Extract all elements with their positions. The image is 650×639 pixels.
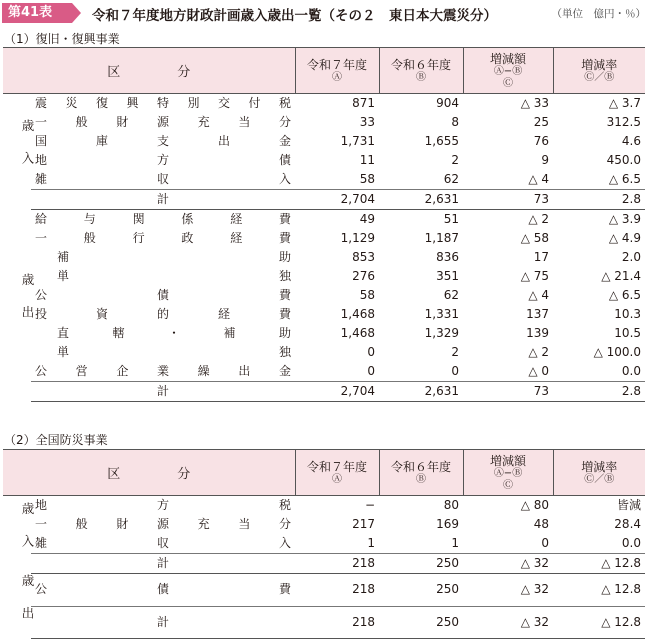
total-diff: △ 32: [463, 554, 553, 574]
value-r7: 1: [367, 536, 376, 550]
value-r6: 351: [436, 269, 460, 283]
total-label: 計: [31, 554, 295, 574]
total-r6: 2,631: [379, 382, 463, 402]
value-diff: △ 4: [528, 172, 550, 186]
category-text: 歳入: [20, 119, 35, 185]
item-name: 国庫支出金: [35, 134, 292, 148]
total-label: 計: [31, 190, 295, 210]
value-r6: 250: [436, 582, 460, 597]
value-rate: △ 6.5: [608, 172, 642, 186]
total-diff: 73: [463, 382, 553, 402]
title-bar: [0, 0, 650, 26]
value-diff: 48: [533, 517, 550, 531]
value-diff: △ 80: [520, 498, 550, 512]
item-name: 給与関係経費: [35, 212, 292, 226]
value-r6: 169: [436, 517, 460, 531]
value-r6: 1: [451, 536, 460, 550]
value-rate: 4.6: [621, 134, 642, 148]
value-r6: 1,655: [424, 134, 460, 148]
value-r7: 1,468: [340, 326, 376, 340]
total-rate: 2.8: [553, 190, 645, 210]
value-r6: 80: [443, 498, 460, 512]
value-r7: 33: [359, 115, 376, 129]
total-rate: 2.8: [553, 382, 645, 402]
value-r7: 0: [367, 364, 376, 378]
category-text: 歳出: [20, 573, 35, 639]
table-row: [3, 267, 645, 286]
total-r7: 218: [295, 606, 379, 639]
total-row: [3, 382, 645, 402]
header-kubun: 区 分: [3, 450, 295, 496]
item-name: 単独: [57, 345, 292, 359]
value-r6: 2: [451, 153, 460, 167]
item-name: 単独: [57, 269, 292, 283]
category-text: 歳出: [20, 273, 35, 338]
table-row: [3, 132, 645, 151]
value-diff: △ 75: [520, 269, 550, 283]
item-name: 公債費: [35, 582, 292, 597]
total-row: [3, 606, 645, 639]
value-r7: −: [364, 498, 376, 512]
value-rate: △ 4.9: [608, 231, 642, 245]
item-name: 雑収入: [35, 536, 292, 550]
total-r7: 218: [295, 554, 379, 574]
category-label: [3, 573, 35, 639]
value-r6: 1,187: [424, 231, 460, 245]
section1-table: [3, 47, 645, 402]
value-diff: △ 2: [528, 212, 550, 226]
total-label: 計: [31, 606, 295, 639]
value-rate: 0.0: [621, 536, 642, 550]
header-rate: 増減率 Ⓒ／Ⓑ: [553, 450, 645, 496]
table-row: [3, 362, 645, 382]
item-name: 地方債: [35, 153, 292, 167]
header-r7: 令和７年度 Ⓐ: [295, 48, 379, 94]
table-number-badge: 第41表: [2, 3, 72, 23]
header-diff: 増減額 Ⓐ−Ⓑ Ⓒ: [463, 450, 553, 496]
header-r7: 令和７年度 Ⓐ: [295, 450, 379, 496]
item-name: 公債費: [35, 288, 292, 302]
value-diff: 9: [541, 153, 550, 167]
table-title: 令和７年度地方財政計画歳入歳出一覧（その２ 東日本大震災分）: [92, 8, 497, 24]
table-row: [3, 286, 645, 305]
table-row: [3, 343, 645, 362]
value-r7: 276: [352, 269, 376, 283]
table-row: [3, 515, 645, 534]
value-diff: 139: [526, 326, 550, 340]
value-diff: △ 2: [528, 345, 550, 359]
value-r6: 0: [451, 364, 460, 378]
value-rate: 28.4: [614, 517, 642, 531]
badge-arrow-icon: [72, 3, 81, 23]
value-r6: 2: [451, 345, 460, 359]
value-rate: △ 100.0: [593, 345, 642, 359]
table-row: [3, 151, 645, 170]
value-r7: 49: [359, 212, 376, 226]
value-rate: 312.5: [606, 115, 642, 129]
total-r6: 250: [379, 554, 463, 574]
header-r6: 令和６年度 Ⓑ: [379, 450, 463, 496]
section2-label: （2）全国防災事業: [4, 433, 108, 447]
table-row: [3, 248, 645, 267]
value-r7: 58: [359, 172, 376, 186]
category-label: [3, 496, 35, 574]
header-r6: 令和６年度 Ⓑ: [379, 48, 463, 94]
total-rate: △ 12.8: [553, 606, 645, 639]
table-row: [3, 574, 645, 607]
total-r7: 2,704: [295, 382, 379, 402]
value-r6: 51: [443, 212, 460, 226]
value-diff: 137: [526, 307, 550, 321]
unit-label: （単位 億円・％）: [551, 8, 646, 20]
table-row: [3, 534, 645, 554]
total-r7: 2,704: [295, 190, 379, 210]
header-kubun: 区 分: [3, 48, 295, 94]
item-name: 一般行政経費: [35, 231, 292, 245]
value-rate: △ 3.9: [608, 212, 642, 226]
table-row: [3, 229, 645, 248]
value-r6: 8: [451, 115, 460, 129]
table-row: [3, 113, 645, 132]
value-rate: 皆減: [617, 498, 642, 512]
item-name: 直轄・補助: [57, 326, 292, 340]
value-diff: △ 33: [520, 96, 550, 110]
value-rate: 10.5: [614, 326, 642, 340]
value-r7: 871: [352, 96, 376, 110]
value-diff: 25: [533, 115, 550, 129]
value-diff: △ 4: [528, 288, 550, 302]
table-row: [3, 210, 645, 230]
value-r7: 0: [367, 345, 376, 359]
category-text: 歳入: [20, 502, 35, 568]
value-diff: △ 32: [520, 582, 550, 597]
value-rate: △ 3.7: [608, 96, 642, 110]
value-rate: 450.0: [606, 153, 642, 167]
item-name: 地方税: [35, 498, 292, 512]
item-name: 投資的経費: [35, 307, 292, 321]
table-row: [3, 324, 645, 343]
category-label: [3, 210, 35, 402]
value-diff: △ 0: [528, 364, 550, 378]
value-rate: △ 12.8: [601, 582, 642, 597]
value-r7: 853: [352, 250, 376, 264]
value-rate: 10.3: [614, 307, 642, 321]
value-rate: 0.0: [621, 364, 642, 378]
value-r6: 836: [436, 250, 460, 264]
total-r6: 2,631: [379, 190, 463, 210]
item-name: 一般財源充当分: [35, 517, 292, 531]
table-row: [3, 496, 645, 516]
value-r7: 1,129: [340, 231, 376, 245]
item-name: 一般財源充当分: [35, 115, 292, 129]
value-r6: 1,329: [424, 326, 460, 340]
value-diff: 17: [533, 250, 550, 264]
value-r6: 62: [443, 172, 460, 186]
value-diff: 76: [533, 134, 550, 148]
category-label: [3, 94, 35, 210]
total-label: 計: [31, 382, 295, 402]
table-row: [3, 170, 645, 190]
header-diff: 増減額 Ⓐ−Ⓑ Ⓒ: [463, 48, 553, 94]
item-name: 公営企業繰出金: [35, 364, 292, 378]
item-name: 震災復興特別交付税: [35, 96, 292, 110]
item-name: 雑収入: [35, 172, 292, 186]
value-rate: △ 6.5: [608, 288, 642, 302]
total-diff: △ 32: [463, 606, 553, 639]
total-rate: △ 12.8: [553, 554, 645, 574]
item-name: 補助: [57, 250, 292, 264]
value-r6: 904: [436, 96, 460, 110]
value-r6: 62: [443, 288, 460, 302]
table-row: [3, 94, 645, 114]
value-diff: △ 58: [520, 231, 550, 245]
section1-label: （1）復旧・復興事業: [4, 32, 120, 46]
value-r7: 1,731: [340, 134, 376, 148]
total-r6: 250: [379, 606, 463, 639]
total-diff: 73: [463, 190, 553, 210]
value-r7: 58: [359, 288, 376, 302]
value-r7: 218: [352, 582, 376, 597]
value-r7: 1,468: [340, 307, 376, 321]
header-rate: 増減率 Ⓒ／Ⓑ: [553, 48, 645, 94]
value-r6: 1,331: [424, 307, 460, 321]
section2-table: [3, 449, 645, 639]
value-r7: 217: [352, 517, 376, 531]
value-diff: 0: [541, 536, 550, 550]
total-row: [3, 554, 645, 574]
total-row: [3, 190, 645, 210]
value-r7: 11: [359, 153, 376, 167]
value-rate: 2.0: [621, 250, 642, 264]
table-row: [3, 305, 645, 324]
value-rate: △ 21.4: [601, 269, 642, 283]
